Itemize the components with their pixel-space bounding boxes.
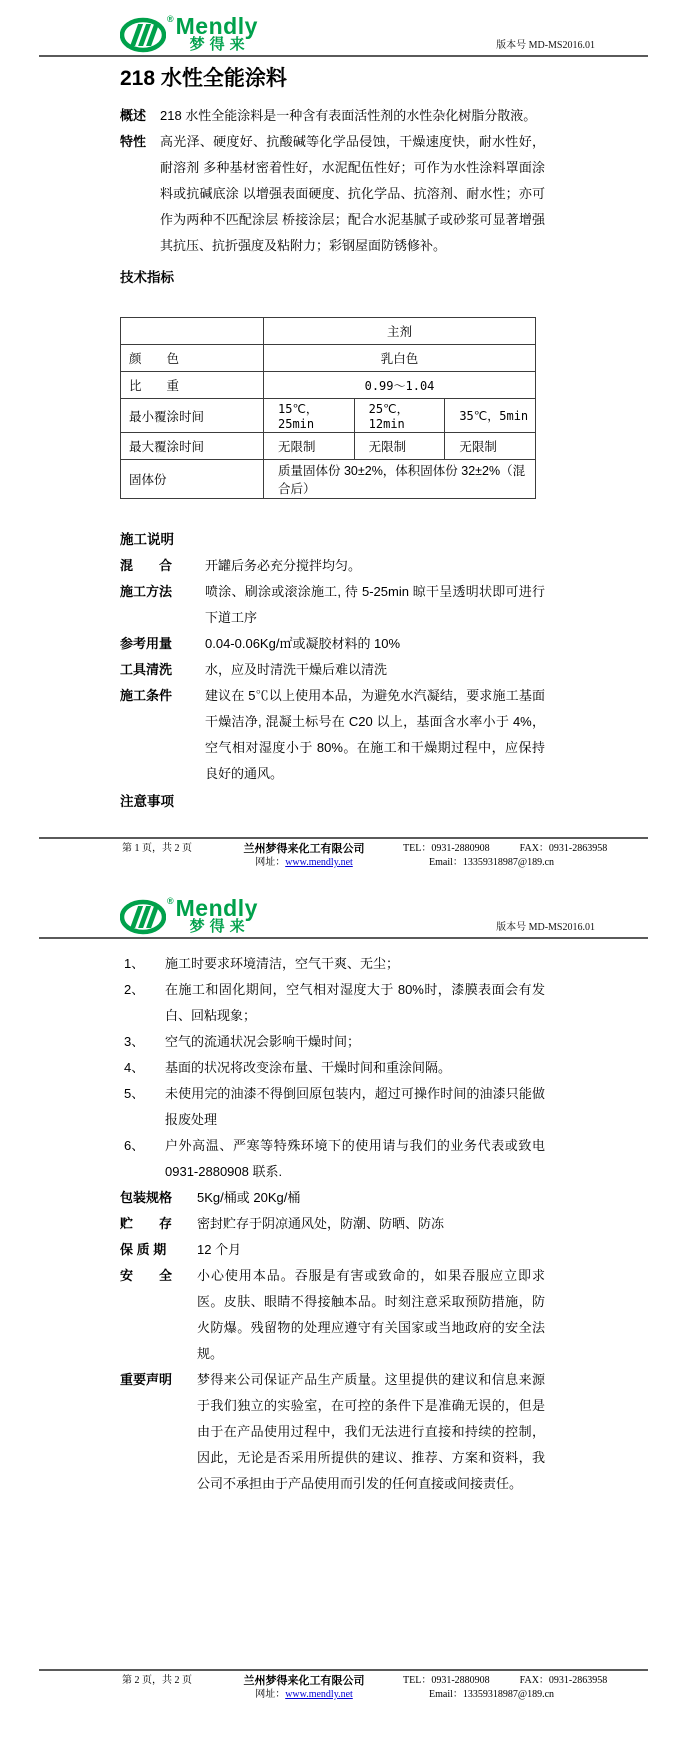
- page-2: [0, 895, 687, 1764]
- field-row: [120, 657, 545, 683]
- note-text: 空气的流通状况会影响干燥时间；: [165, 1034, 361, 1049]
- field-text: 建议在 5℃以上使用本品，为避免水汽凝结，要求施工基面干燥洁净, 混凝土标号在 C20 以上，基面含水率小于 4%，空气相对湿度小于 80%。在施工和干燥期过程中，应保持良好的通风。: [205, 688, 545, 781]
- website-label: 网址：: [255, 857, 286, 868]
- features-row: [120, 129, 545, 259]
- email-text: Email：13359318987@189.cn: [429, 857, 555, 868]
- table-cell-empty: [121, 318, 264, 345]
- version-label: 版本号 MD-MS2016.01: [496, 922, 595, 933]
- table-cell: 35℃，5min: [445, 399, 536, 433]
- email-text: Email：13359318987@189.cn: [429, 1689, 555, 1700]
- field-row: [120, 631, 545, 657]
- table-row: [121, 460, 536, 499]
- field-row: [120, 1367, 545, 1497]
- table-row-label: 固体份: [121, 460, 264, 499]
- brand-name: Mendly: [175, 13, 258, 39]
- page-header: [120, 13, 595, 53]
- blank-space: [0, 1497, 687, 1647]
- field-label: 施工条件: [120, 688, 173, 703]
- note-item: [120, 1133, 545, 1185]
- field-text: 小心使用本品。吞服是有害或致命的，如果吞服应立即求医。皮肤、眼睛不得接触本品。时刻注意采取预防措施，防火防爆。残留物的处理应遵守有关国家或当地政府的安全法规。: [197, 1268, 545, 1361]
- mendly-logo-icon: [120, 16, 166, 53]
- field-label: 保 质 期: [120, 1242, 167, 1257]
- field-row: [120, 683, 545, 787]
- table-row: [121, 345, 536, 372]
- construction-heading: 施工说明: [120, 532, 174, 547]
- website-label: 网址：: [255, 1689, 286, 1700]
- field-text: 0.04-0.06Kg/㎡或凝胶材料的 10%: [205, 636, 401, 651]
- header-rule: [39, 55, 648, 57]
- field-label: 包装规格: [120, 1190, 173, 1205]
- field-row: [120, 1185, 545, 1211]
- note-item: [120, 977, 545, 1029]
- note-item: [120, 1029, 545, 1055]
- table-row: [121, 318, 536, 345]
- tel-text: TEL：0931-2880908: [403, 843, 490, 854]
- brand-name-cn: 梦得来: [189, 36, 250, 53]
- field-text: 密封贮存于阴凉通风处，防潮、防晒、防冻: [197, 1216, 445, 1231]
- tech-spec-table: [120, 317, 536, 499]
- note-text: 未使用完的油漆不得倒回原包装内，超过可操作时间的油漆只能做报废处理: [165, 1086, 545, 1127]
- table-cell: 乳白色: [264, 345, 536, 372]
- page-footer: [39, 837, 648, 870]
- company-name: 兰州梦得来化工有限公司: [243, 1675, 365, 1687]
- field-label: 安 全: [120, 1268, 173, 1283]
- table-main-header: 主剂: [264, 318, 536, 345]
- table-cell: 15℃，25min: [264, 399, 355, 433]
- tech-spec-heading: 技术指标: [120, 270, 174, 285]
- registered-mark-icon: ®: [167, 14, 174, 24]
- table-cell: 无限制: [445, 433, 536, 460]
- features-text: 高光泽、硬度好、抗酸碱等化学品侵蚀，干燥速度快，耐水性好，耐溶剂 多种基材密着性好，水泥配伍性好；可作为水性涂料罩面涂料或抗碱底涂 以增强表面硬度、抗化学品、抗溶剂、耐水性；亦可作为两种不匹配涂层 桥接涂层；配合水泥基腻子或砂浆可显著增强其抗压、抗折强度及粘附力；彩钢屋面防锈修补。: [160, 134, 545, 253]
- fax-text: FAX：0931-2863958: [519, 1675, 608, 1686]
- note-number: 1、: [124, 956, 145, 971]
- brand-logo: [120, 895, 258, 935]
- note-number: 3、: [124, 1034, 145, 1049]
- brand-name: Mendly: [175, 895, 258, 921]
- field-text: 梦得来公司保证产品生产质量。这里提供的建议和信息来源于我们独立的实验室，在可控的条件下是准确无误的，但是由于在产品使用过程中，我们无法进行直接和持续的控制，因此，无论是否采用所提供的建议、推荐、方案和资料，我公司不承担由于产品使用而引发的任何直接或间接责任。: [197, 1372, 545, 1491]
- field-label: 混 合: [120, 558, 173, 573]
- table-row-label: 最大覆涂时间: [121, 433, 264, 460]
- table-row-label: 比 重: [121, 372, 264, 399]
- field-text: 开罐后务必充分搅拌均匀。: [205, 558, 362, 573]
- note-number: 2、: [124, 982, 145, 997]
- field-label: 重要声明: [120, 1372, 173, 1387]
- product-title: 218 水性全能涂料: [120, 67, 287, 90]
- note-text: 户外高温、严寒等特殊环境下的使用请与我们的业务代表或致电 0931-2880908 联系.: [165, 1138, 545, 1179]
- overview-text: 218 水性全能涂料是一种含有表面活性剂的水性杂化树脂分散液。: [160, 108, 537, 123]
- field-label: 参考用量: [120, 636, 173, 651]
- table-cell: 无限制: [354, 433, 445, 460]
- page-number-label: 第 1 页，共 2 页: [122, 843, 192, 854]
- field-row: [120, 1211, 545, 1237]
- website-link[interactable]: www.mendly.net: [285, 857, 353, 868]
- notes-heading: 注意事项: [120, 794, 174, 809]
- field-label: 工具清洗: [120, 662, 173, 677]
- table-cell: 无限制: [264, 433, 355, 460]
- fax-text: FAX：0931-2863958: [519, 843, 608, 854]
- version-label: 版本号 MD-MS2016.01: [496, 40, 595, 51]
- table-cell: 质量固体份 30±2%，体积固体份 32±2%（混合后）: [264, 460, 536, 499]
- table-row: [121, 433, 536, 460]
- field-label: 贮 存: [120, 1216, 173, 1231]
- brand-name-cn: 梦得来: [189, 918, 250, 935]
- page-header: [120, 895, 595, 935]
- table-row: [121, 399, 536, 433]
- note-number: 5、: [124, 1086, 145, 1101]
- tel-text: TEL：0931-2880908: [403, 1675, 490, 1686]
- page-footer: [39, 1669, 648, 1702]
- field-row: [120, 1237, 545, 1263]
- field-text: 水，应及时清洗干燥后难以清洗: [205, 662, 388, 677]
- field-row: [120, 579, 545, 631]
- note-number: 4、: [124, 1060, 145, 1075]
- overview-label: 概述: [120, 108, 147, 123]
- brand-logo: [120, 13, 258, 53]
- table-row: [121, 372, 536, 399]
- field-text: 12 个月: [197, 1242, 242, 1257]
- note-text: 施工时要求环境清洁，空气干爽、无尘；: [165, 956, 400, 971]
- mendly-logo-icon: [120, 898, 166, 935]
- note-item: [120, 1055, 545, 1081]
- field-row: [120, 1263, 545, 1367]
- note-item: [120, 951, 545, 977]
- field-text: 5Kg/桶或 20Kg/桶: [197, 1190, 301, 1205]
- note-item: [120, 1081, 545, 1133]
- page-1: [0, 13, 687, 870]
- table-row-label: 最小覆涂时间: [121, 399, 264, 433]
- page-number-label: 第 2 页，共 2 页: [122, 1675, 192, 1686]
- registered-mark-icon: ®: [167, 896, 174, 906]
- note-text: 在施工和固化期间，空气相对湿度大于 80%时，漆膜表面会有发白、回粘现象；: [165, 982, 545, 1023]
- table-cell: 25℃，12min: [354, 399, 445, 433]
- note-text: 基面的状况将改变涂布量、干燥时间和重涂间隔。: [165, 1060, 452, 1075]
- field-label: 施工方法: [120, 584, 173, 599]
- table-row-label: 颜 色: [121, 345, 264, 372]
- features-label: 特性: [120, 134, 147, 149]
- field-text: 喷涂、刷涂或滚涂施工, 待 5-25min 晾干呈透明状即可进行下道工序: [205, 584, 545, 625]
- company-name: 兰州梦得来化工有限公司: [243, 843, 365, 855]
- table-cell: 0.99～1.04: [264, 372, 536, 399]
- overview-row: [120, 103, 545, 129]
- website-link[interactable]: www.mendly.net: [285, 1689, 353, 1700]
- note-number: 6、: [124, 1138, 145, 1153]
- field-row: [120, 553, 545, 579]
- blank-space: [0, 1702, 687, 1764]
